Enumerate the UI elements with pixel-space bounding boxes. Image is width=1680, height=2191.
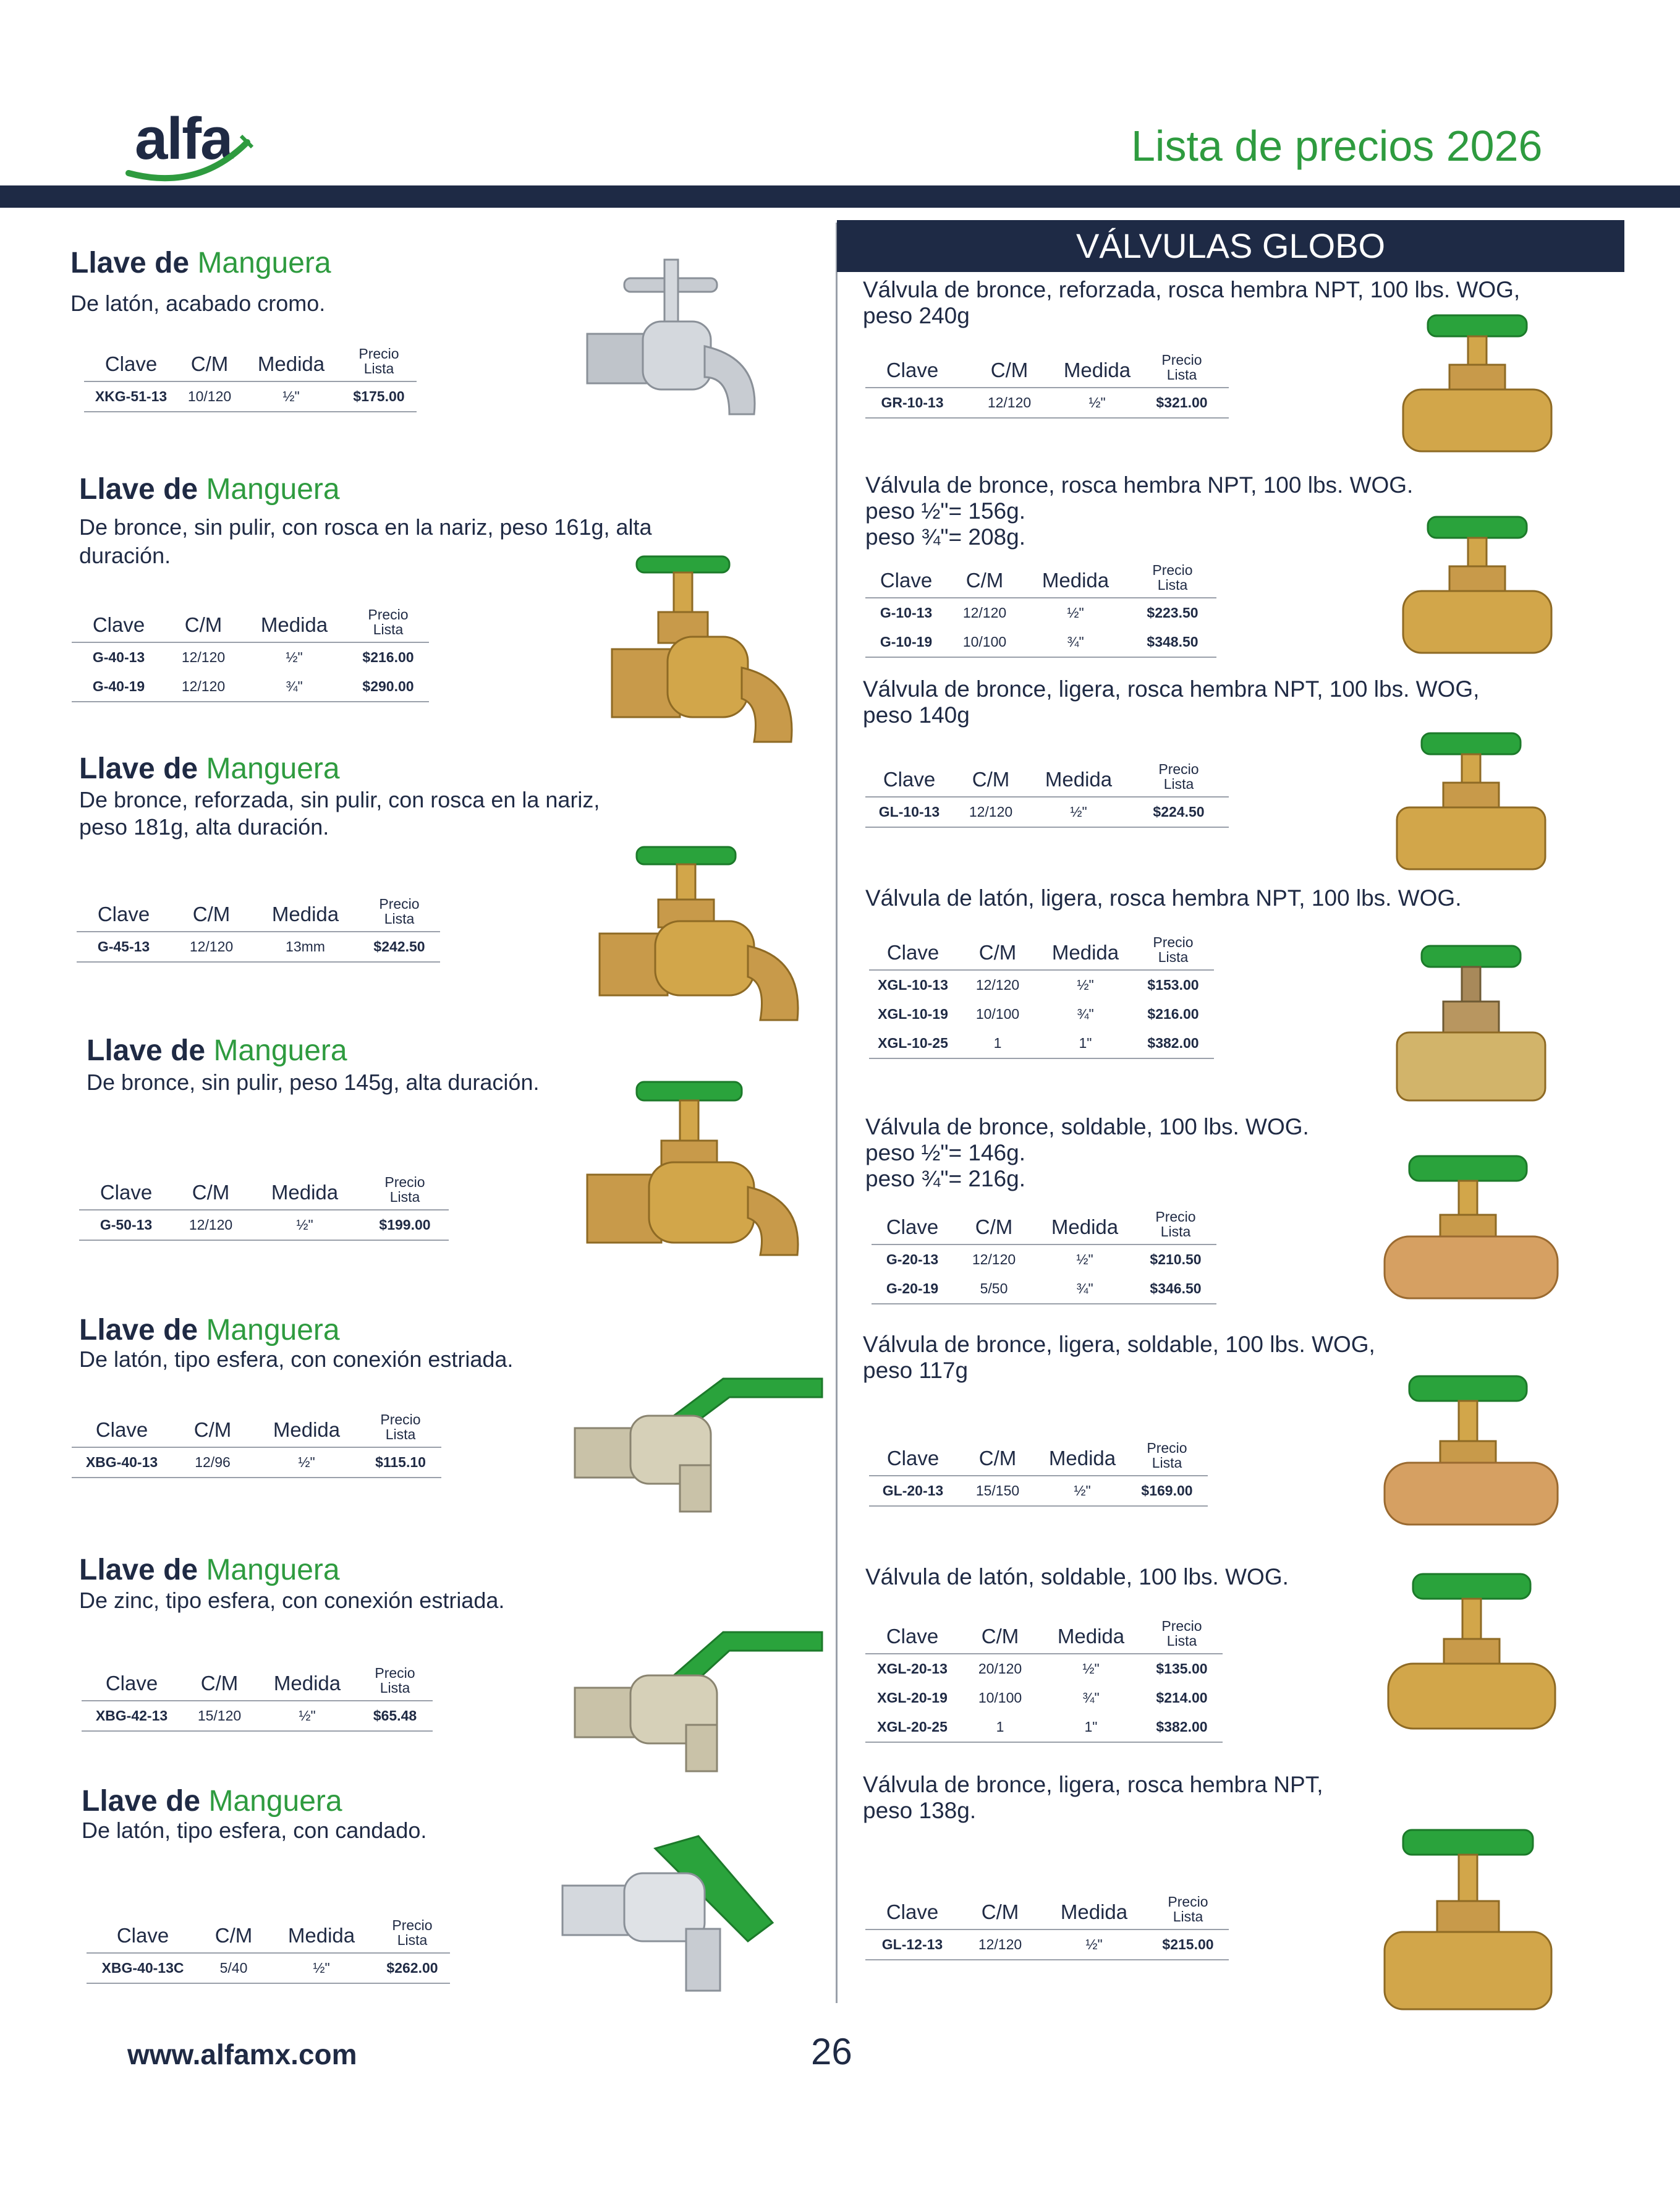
precio-cell: $135.00 <box>1156 1661 1208 1677</box>
desc-line: peso 240g <box>863 303 970 328</box>
cm-cell: 12/120 <box>171 932 252 962</box>
clave-header: Clave <box>869 935 957 970</box>
cm-header: C/M <box>178 346 241 381</box>
cm-cell: 1 <box>957 1029 1038 1058</box>
medida-cell: 1" <box>1041 1712 1141 1742</box>
medida-header: Medida <box>1041 1894 1147 1929</box>
medida-cell: ½" <box>1076 1251 1093 1267</box>
product-title-main: Llave de <box>79 473 198 506</box>
medida-cell: ½" <box>1077 977 1094 993</box>
precio-header: Precio Lista <box>1129 762 1229 797</box>
clave-header: Clave <box>72 1412 172 1447</box>
table-row <box>865 1712 1223 1742</box>
medida-header: Medida <box>248 1175 361 1210</box>
medida-cell: ½" <box>1038 1476 1126 1506</box>
price-table <box>72 607 429 702</box>
product-title <box>70 246 331 280</box>
price-table <box>869 1440 1208 1507</box>
precio-cell: $215.00 <box>1147 1929 1229 1960</box>
precio-header: Precio Lista <box>361 1175 449 1210</box>
table-header-row <box>87 1918 450 1953</box>
medida-cell: ½" <box>257 1701 357 1731</box>
product-title-accent: Manguera <box>197 247 331 279</box>
product-title <box>79 1313 340 1347</box>
price-table <box>82 1666 433 1732</box>
clave-cell: GL-10-13 <box>865 797 953 827</box>
cm-cell: 12/120 <box>166 672 241 702</box>
price-table <box>865 762 1229 828</box>
medida-cell: ½" <box>1041 1929 1147 1960</box>
desc-line: peso ¾"= 216g. <box>865 1166 1025 1191</box>
table-row <box>865 1929 1229 1960</box>
table-row <box>869 1476 1208 1506</box>
table-row <box>79 1210 449 1240</box>
medida-header: Medida <box>1038 935 1132 970</box>
page-number: 26 <box>811 2031 852 2072</box>
precio-header: Precio Lista <box>1126 1440 1208 1476</box>
desc-line: Válvula de bronce, rosca hembra NPT, 100 lbs. WOG. <box>865 472 1414 498</box>
cm-cell: 15/150 <box>957 1476 1038 1506</box>
product-title <box>79 752 340 786</box>
precio-header: Precio Lista <box>375 1918 450 1953</box>
precio-cell: $216.00 <box>362 649 414 665</box>
clave-cell: G-20-13 <box>886 1251 939 1267</box>
zinc-ball-hose-valve-image <box>569 1620 828 1774</box>
precio-cell: $224.50 <box>1129 797 1229 827</box>
cm-header: C/M <box>953 762 1029 797</box>
product-title-accent: Manguera <box>206 752 340 785</box>
precio-cell: $216.00 <box>1147 1006 1199 1022</box>
medida-cell: ½" <box>253 1447 360 1478</box>
precio-cell: $262.00 <box>375 1953 450 1983</box>
cm-cell: 12/120 <box>181 649 226 665</box>
medida-cell: ¾" <box>1082 1690 1100 1706</box>
globe-valve-image <box>1378 1824 1558 2015</box>
price-table <box>865 1619 1223 1743</box>
cm-header: C/M <box>957 935 1038 970</box>
cm-cell: 10/100 <box>975 1006 1020 1022</box>
clave-cell: GL-20-13 <box>869 1476 957 1506</box>
desc-line: Válvula de bronce, reforzada, rosca hembra NPT, 100 lbs. WOG, <box>863 277 1521 302</box>
clave-header: Clave <box>865 1619 959 1654</box>
medida-cell: ¾" <box>1022 628 1129 657</box>
medida-cell: ¾" <box>1035 1274 1135 1304</box>
price-table <box>865 352 1229 419</box>
table-row <box>865 598 1216 628</box>
product-title-main: Llave de <box>82 1785 201 1818</box>
table-row <box>869 1000 1214 1029</box>
cm-cell: 12/120 <box>959 388 1059 418</box>
precio-header: Precio Lista <box>347 607 429 642</box>
medida-header: Medida <box>1059 352 1135 388</box>
logo-swoosh-icon <box>124 117 266 185</box>
section-title: VÁLVULAS GLOBO <box>1075 226 1386 265</box>
precio-cell: $346.50 <box>1135 1274 1216 1304</box>
cm-cell: 12/120 <box>962 605 1007 621</box>
cm-cell: 15/120 <box>182 1701 257 1731</box>
medida-cell: ¾" <box>241 672 347 702</box>
globe-valve-image <box>1397 309 1558 457</box>
precio-header: Precio Lista <box>1135 1209 1216 1244</box>
cm-header: C/M <box>172 1412 253 1447</box>
clave-header: Clave <box>84 346 178 381</box>
product-title-accent: Manguera <box>206 1554 340 1586</box>
clave-header: Clave <box>77 896 171 932</box>
brass-hose-bibb-image <box>593 841 810 1026</box>
desc-line: Válvula de bronce, ligera, rosca hembra NPT, <box>863 1772 1323 1797</box>
clave-cell: GL-12-13 <box>865 1929 959 1960</box>
product-title-main: Llave de <box>70 247 190 279</box>
precio-header: Precio Lista <box>360 1412 441 1447</box>
medida-cell: ½" <box>286 649 303 665</box>
globe-valve-image <box>1391 727 1551 875</box>
table-row <box>72 1447 441 1478</box>
price-table <box>79 1175 449 1241</box>
clave-cell: XBG-42-13 <box>82 1701 182 1731</box>
clave-header: Clave <box>865 563 947 598</box>
precio-header: Precio Lista <box>358 896 440 932</box>
desc-line: Válvula de bronce, ligera, rosca hembra NPT, 100 lbs. WOG, <box>863 676 1480 702</box>
product-title <box>87 1034 347 1068</box>
product-title-main: Llave de <box>87 1034 206 1067</box>
cm-cell: 12/120 <box>173 1210 248 1240</box>
product-title-accent: Manguera <box>206 473 340 506</box>
medida-cell: 1" <box>1038 1029 1132 1058</box>
clave-cell: XGL-10-13 <box>878 977 948 993</box>
precio-header: Precio Lista <box>1147 1894 1229 1929</box>
table-header-row <box>865 1619 1223 1654</box>
desc-line: peso 138g. <box>863 1798 977 1823</box>
clave-cell: G-10-19 <box>865 628 947 657</box>
clave-cell: G-40-13 <box>92 649 145 665</box>
clave-cell: G-10-13 <box>880 605 933 621</box>
document-title: Lista de precios 2026 <box>1131 122 1543 170</box>
table-row <box>72 672 429 702</box>
lockable-ball-valve-image <box>556 1830 785 2003</box>
product-description: De bronce, sin pulir, peso 145g, alta duración. <box>87 1070 540 1095</box>
chrome-hose-bibb-image <box>581 253 779 427</box>
precio-cell: $153.00 <box>1147 977 1199 993</box>
product-title-accent: Manguera <box>208 1785 342 1818</box>
price-table <box>869 935 1214 1059</box>
alfa-logo <box>124 93 266 185</box>
footer-website-link[interactable]: www.alfamx.com <box>127 2038 357 2070</box>
precio-header: Precio Lista <box>1135 352 1229 388</box>
medida-cell: ½" <box>1067 605 1084 621</box>
table-header-row <box>79 1175 449 1210</box>
medida-cell: ¾" <box>1077 1006 1094 1022</box>
clave-header: Clave <box>72 607 166 642</box>
precio-cell: $214.00 <box>1156 1690 1208 1706</box>
clave-cell: XBG-40-13 <box>72 1447 172 1478</box>
table-row <box>872 1244 1216 1274</box>
cm-header: C/M <box>171 896 252 932</box>
table-row <box>87 1953 450 1983</box>
medida-cell: ½" <box>1029 797 1129 827</box>
cm-header: C/M <box>182 1666 257 1701</box>
precio-cell: $223.50 <box>1147 605 1198 621</box>
brass-hose-bibb-image <box>606 544 810 748</box>
product-title-main: Llave de <box>79 1554 198 1586</box>
medida-header: Medida <box>1038 1440 1126 1476</box>
brass-hose-bibb-image <box>581 1076 810 1261</box>
precio-cell: $175.00 <box>341 381 417 412</box>
table-row <box>865 388 1229 418</box>
table-row <box>77 932 440 962</box>
globe-valve-image <box>1391 940 1551 1107</box>
table-header-row <box>865 1894 1229 1929</box>
clave-header: Clave <box>79 1175 173 1210</box>
precio-header: Precio Lista <box>341 346 417 381</box>
precio-cell: $382.00 <box>1132 1029 1214 1058</box>
cm-header: C/M <box>959 1619 1041 1654</box>
valve-description <box>865 885 1576 911</box>
clave-header: Clave <box>865 1894 959 1929</box>
table-row <box>865 797 1229 827</box>
desc-line: peso 117g <box>863 1358 969 1383</box>
desc-line: Válvula de latón, ligera, rosca hembra NPT, 100 lbs. WOG. <box>865 885 1462 911</box>
table-header-row <box>865 352 1229 388</box>
medida-header: Medida <box>253 1412 360 1447</box>
clave-cell: XBG-40-13C <box>87 1953 199 1983</box>
cm-cell: 12/96 <box>172 1447 253 1478</box>
price-table <box>87 1918 450 1984</box>
cm-header: C/M <box>959 352 1059 388</box>
desc-line: peso ½"= 156g. <box>865 498 1025 524</box>
price-table <box>72 1412 441 1478</box>
cm-cell: 5/40 <box>199 1953 268 1983</box>
desc-line: peso ½"= 146g. <box>865 1140 1025 1165</box>
desc-line: Válvula de bronce, soldable, 100 lbs. WOG. <box>865 1114 1309 1139</box>
price-table <box>865 1894 1229 1960</box>
column-divider <box>836 223 838 2003</box>
medida-header: Medida <box>241 607 347 642</box>
clave-cell: G-50-13 <box>79 1210 173 1240</box>
product-title <box>82 1784 342 1818</box>
clave-cell: G-20-19 <box>872 1274 953 1304</box>
desc-line: Válvula de latón, soldable, 100 lbs. WOG. <box>865 1564 1289 1589</box>
product-description: De latón, acabado cromo. <box>70 291 326 316</box>
cm-header: C/M <box>166 607 241 642</box>
precio-cell: $290.00 <box>347 672 429 702</box>
clave-header: Clave <box>872 1209 953 1244</box>
table-row <box>872 1274 1216 1304</box>
valve-description <box>863 1772 1574 1824</box>
precio-cell: $382.00 <box>1141 1712 1223 1742</box>
desc-line: peso 140g <box>863 702 970 728</box>
globe-valve-image <box>1397 511 1558 659</box>
cm-cell: 1 <box>959 1712 1041 1742</box>
product-description: De latón, tipo esfera, con candado. <box>82 1818 427 1843</box>
clave-cell: XGL-10-19 <box>878 1006 948 1022</box>
table-header-row <box>72 1412 441 1447</box>
medida-cell: ½" <box>268 1953 375 1983</box>
clave-cell: G-40-19 <box>72 672 166 702</box>
product-title-main: Llave de <box>79 752 198 785</box>
medida-cell: 13mm <box>252 932 358 962</box>
cm-header: C/M <box>957 1440 1038 1476</box>
precio-cell: $321.00 <box>1135 388 1229 418</box>
price-table <box>77 896 440 963</box>
precio-cell: $210.50 <box>1150 1251 1202 1267</box>
clave-cell: XGL-20-19 <box>877 1690 948 1706</box>
medida-cell: ½" <box>1082 1661 1100 1677</box>
cm-cell: 12/120 <box>959 1929 1041 1960</box>
medida-cell: ½" <box>248 1210 361 1240</box>
table-header-row <box>865 762 1229 797</box>
solder-globe-valve-image <box>1382 1568 1561 1735</box>
table-header-row <box>77 896 440 932</box>
product-description: De zinc, tipo esfera, con conexión estriada. <box>79 1588 505 1613</box>
medida-header: Medida <box>268 1918 375 1953</box>
clave-header: Clave <box>87 1918 199 1953</box>
table-header-row <box>82 1666 433 1701</box>
table-header-row <box>869 1440 1208 1476</box>
table-header-row <box>869 935 1214 970</box>
clave-header: Clave <box>869 1440 957 1476</box>
product-description: De bronce, reforzada, sin pulir, con rosca en la nariz, peso 181g, alta duración. <box>79 787 600 840</box>
table-row <box>865 628 1216 657</box>
desc-line: Válvula de bronce, ligera, soldable, 100 lbs. WOG, <box>863 1332 1375 1357</box>
cm-cell: 10/100 <box>947 628 1022 657</box>
precio-header: Precio Lista <box>1129 563 1216 598</box>
logo-wordmark: alfa <box>135 106 232 172</box>
medida-header: Medida <box>1022 563 1129 598</box>
product-title <box>79 1553 340 1587</box>
precio-cell: $348.50 <box>1129 628 1216 657</box>
medida-header: Medida <box>1035 1209 1135 1244</box>
valve-description <box>863 676 1574 728</box>
cm-header: C/M <box>953 1209 1035 1244</box>
cm-header: C/M <box>173 1175 248 1210</box>
precio-cell: $242.50 <box>358 932 440 962</box>
precio-cell: $65.48 <box>357 1701 433 1731</box>
clave-cell: GR-10-13 <box>865 388 959 418</box>
solder-globe-valve-image <box>1378 1150 1564 1304</box>
clave-header: Clave <box>82 1666 182 1701</box>
medida-header: Medida <box>252 896 358 932</box>
clave-cell: G-45-13 <box>77 932 171 962</box>
precio-header: Precio Lista <box>1141 1619 1223 1654</box>
table-row <box>72 642 429 672</box>
table-row <box>84 381 417 412</box>
product-title-accent: Manguera <box>213 1034 347 1067</box>
table-row <box>865 1683 1223 1712</box>
cm-header: C/M <box>199 1918 268 1953</box>
cm-cell: 12/120 <box>975 977 1020 993</box>
header-bar <box>0 185 1680 208</box>
table-row <box>869 1029 1214 1058</box>
product-title-accent: Manguera <box>206 1314 340 1347</box>
table-header-row <box>865 563 1216 598</box>
precio-cell: $169.00 <box>1126 1476 1208 1506</box>
cm-cell: 12/120 <box>972 1251 1016 1267</box>
price-table <box>872 1209 1216 1304</box>
clave-cell: XGL-20-25 <box>865 1712 959 1742</box>
cm-header: C/M <box>947 563 1022 598</box>
cm-cell: 5/50 <box>953 1274 1035 1304</box>
medida-header: Medida <box>1041 1619 1141 1654</box>
clave-header: Clave <box>865 762 953 797</box>
table-header-row <box>872 1209 1216 1244</box>
ball-hose-valve-image <box>569 1366 828 1515</box>
table-header-row <box>84 346 417 381</box>
cm-header: C/M <box>959 1894 1041 1929</box>
cm-cell: 10/100 <box>978 1690 1022 1706</box>
cm-cell: 10/120 <box>178 381 241 412</box>
table-row <box>865 1654 1223 1683</box>
table-header-row <box>72 607 429 642</box>
medida-cell: ½" <box>241 381 341 412</box>
medida-header: Medida <box>1029 762 1129 797</box>
product-description: De latón, tipo esfera, con conexión estriada. <box>79 1347 514 1372</box>
cm-cell: 12/120 <box>953 797 1029 827</box>
solder-globe-valve-image <box>1378 1370 1564 1531</box>
precio-header: Precio Lista <box>1132 935 1214 970</box>
table-row <box>869 970 1214 1000</box>
precio-header: Precio Lista <box>357 1666 433 1701</box>
clave-cell: XKG-51-13 <box>84 381 178 412</box>
table-row <box>82 1701 433 1731</box>
precio-cell: $115.10 <box>360 1447 441 1478</box>
medida-cell: ½" <box>1059 388 1135 418</box>
desc-line: peso ¾"= 208g. <box>865 524 1025 550</box>
clave-cell: XGL-10-25 <box>869 1029 957 1058</box>
clave-cell: XGL-20-13 <box>877 1661 948 1677</box>
product-title <box>79 472 340 506</box>
price-table <box>865 563 1216 658</box>
product-description: De bronce, sin pulir, con rosca en la nariz, peso 161g, alta duración. <box>79 514 652 568</box>
cm-cell: 20/120 <box>978 1661 1022 1677</box>
product-title-main: Llave de <box>79 1314 198 1347</box>
price-table <box>84 346 417 412</box>
precio-cell: $199.00 <box>361 1210 449 1240</box>
clave-header: Clave <box>865 352 959 388</box>
medida-header: Medida <box>241 346 341 381</box>
medida-header: Medida <box>257 1666 357 1701</box>
